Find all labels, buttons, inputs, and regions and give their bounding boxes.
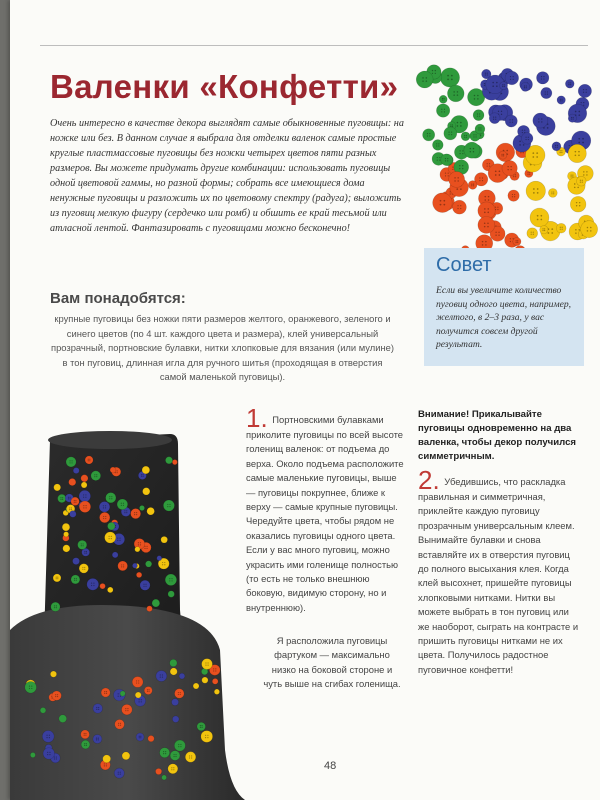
warning-note: Внимание! Прикалывайте пуговицы одновременно на два валенка, чтобы декор получился симметричным. — [418, 409, 577, 462]
top-rule — [40, 45, 588, 46]
button-shape — [552, 142, 561, 151]
button-shape — [107, 522, 115, 530]
book-page — [10, 0, 600, 800]
button-shape — [527, 228, 538, 239]
button-shape — [66, 457, 76, 467]
step-2 — [418, 465, 580, 677]
button-shape — [449, 171, 465, 187]
button-shape — [165, 574, 177, 586]
button-shape — [440, 68, 459, 87]
button-shape — [40, 707, 46, 713]
button-shape — [69, 478, 76, 485]
button-shape — [568, 114, 576, 122]
page-number: 48 — [324, 760, 337, 772]
button-shape — [500, 82, 508, 90]
button-shape — [530, 208, 549, 227]
button-shape — [581, 221, 598, 238]
button-shape — [212, 678, 218, 684]
button-shape — [144, 686, 152, 694]
button-shape — [54, 484, 61, 491]
button-shape — [165, 457, 172, 464]
button-shape — [140, 580, 150, 590]
boot-front — [10, 605, 245, 800]
button-shape — [53, 574, 61, 582]
button-shape — [78, 540, 87, 549]
button-shape — [423, 129, 435, 141]
button-shape — [416, 71, 433, 88]
button-shape — [91, 471, 101, 481]
button-shape — [25, 681, 37, 693]
button-shape — [540, 226, 548, 234]
button-shape — [156, 671, 167, 682]
button-shape — [160, 748, 170, 758]
button-shape — [132, 677, 143, 688]
button-shape — [135, 692, 141, 698]
button-shape — [447, 85, 464, 102]
button-shape — [179, 673, 185, 679]
button-shape — [118, 561, 128, 571]
button-shape — [122, 704, 133, 715]
button-shape — [143, 488, 150, 495]
button-shape — [170, 751, 180, 761]
button-shape — [63, 545, 70, 552]
button-shape — [147, 606, 153, 612]
step-2-text: Убедившись, что раскладка правильная и симметричная, приклейте каждую пуговицу прозрачным универсальным клеем. Вынимайте булавки и снова вставляйте их в отверстия пуговиц до полного высыхания клея. Когда клей высохнет, пришейте пуговицы хлопковыми нитками. Нитки вы можете выбрать в тон пуговиц или же наоборот, сыграть на контрасте и пришить пуговицы нитками не их цвета. Получилось радостное пуговичное конфетти! — [418, 476, 579, 675]
button-shape — [201, 731, 213, 743]
button-shape — [101, 688, 110, 697]
tip-title: Совет — [436, 254, 492, 276]
button-shape — [202, 677, 208, 683]
button-shape — [142, 466, 150, 474]
button-shape — [157, 556, 162, 561]
button-shape — [136, 572, 142, 578]
tip-box — [424, 248, 584, 366]
button-shape — [172, 699, 179, 706]
intro-paragraph: Очень интересно в качестве декора выглядят самые обыкновенные пуговицы: на ножке или без. В данном случае я выбрала для отделки валенок самые простые круглые пластмассовые пуговицы без ножки четырех цветов пяти разных размеров. Вы можете придумать другие комбинации: использовать пуговицы одной цветовой гаммы, но разной формы; собрать все имеющиеся дома ненужные пуговицы и разложить их по цветовому спектру (радуга); выложить из пуговиц мелкую фигуру (сердечко или ромб) и обшить ее край тесьмой или атласной лентой. Фантазировать с пуговицами можно бесконечно! — [50, 118, 404, 234]
button-shape — [436, 104, 449, 117]
button-shape — [452, 200, 466, 214]
button-shape — [136, 733, 144, 741]
button-shape — [152, 599, 160, 607]
button-shape — [105, 532, 116, 543]
button-shape — [117, 499, 128, 510]
button-shape — [43, 748, 54, 759]
button-shape — [99, 512, 110, 523]
button-shape — [163, 500, 174, 511]
button-shape — [120, 691, 125, 696]
button-shape — [478, 216, 495, 233]
button-shape — [59, 715, 67, 723]
button-shape — [131, 509, 141, 519]
button-shape — [475, 124, 485, 134]
button-shape — [161, 536, 168, 543]
button-shape — [570, 196, 586, 212]
button-shape — [172, 460, 177, 465]
button-shape — [578, 84, 591, 97]
button-shape — [42, 731, 54, 743]
button-shape — [114, 768, 124, 778]
button-shape — [170, 668, 177, 675]
button-shape — [541, 87, 552, 98]
button-shape — [62, 523, 70, 531]
button-shape — [170, 659, 177, 666]
buttons-cluster — [416, 65, 597, 264]
button-shape — [110, 467, 116, 473]
button-shape — [576, 176, 586, 186]
button-shape — [135, 547, 140, 552]
button-shape — [505, 115, 517, 127]
button-shape — [79, 501, 90, 512]
button-shape — [444, 127, 457, 140]
button-shape — [464, 142, 480, 158]
buttons-photo — [410, 58, 600, 268]
button-shape — [568, 144, 586, 162]
button-shape — [556, 223, 566, 233]
button-shape — [139, 505, 144, 510]
button-shape — [565, 79, 574, 88]
button-shape — [107, 587, 113, 593]
materials-heading: Вам понадобятся: — [50, 290, 186, 307]
button-shape — [162, 775, 167, 780]
button-shape — [93, 734, 102, 743]
button-shape — [197, 722, 206, 731]
page-title: Валенки «Конфетти» — [50, 68, 399, 105]
button-shape — [99, 502, 110, 513]
button-shape — [168, 591, 175, 598]
button-shape — [52, 691, 61, 700]
button-shape — [172, 716, 179, 723]
step-1-text: Портновскими булавками приколите пуговицы по всей высоте голенищ валенок: от подъема до верха. Около подъема расположите самые маленькие пуговицы, выше — пуговицы покрупнее, ближе к верху — самые крупные пуговицы. Чередуйте цвета, чтобы рядом не оказались пуговицы одного цвета. Если у вас много пуговиц, можно украсить ими голенище полностью (то есть не только внешнюю боковую, видимую сторону, но и внутреннюю). — [246, 414, 404, 613]
button-shape — [557, 96, 565, 104]
materials-text: крупные пуговицы без ножки пяти размеров желтого, оранжевого, зеленого и синего цветов (по 4 шт. каждого цвета и размера), клей универсальный прозрачный, портновские булавки, нитки хлопковые для вязания (или мулине) в тон пуговиц, длинная игла для ручного шитья (проходящая в отверстия самой маленькой пуговицы). — [51, 313, 394, 382]
button-shape — [81, 740, 90, 749]
step-1-extra: Я расположила пуговицы фартуком — максимально низко на боковой стороне и чуть выше на сгибах голенища. — [263, 635, 401, 690]
step-1-number: 1. — [246, 403, 268, 433]
button-shape — [499, 151, 507, 159]
button-shape — [468, 181, 477, 190]
button-shape — [473, 110, 484, 121]
button-shape — [521, 82, 530, 91]
button-shape — [58, 494, 66, 502]
button-shape — [548, 188, 557, 197]
button-shape — [81, 730, 90, 739]
button-shape — [432, 140, 443, 151]
step-1 — [246, 403, 404, 615]
tip-text: Если вы увеличите количество пуговиц одного цвета, например, желтого, в 2–3 раза, у вас получится совсем другой результат. — [436, 285, 572, 350]
button-shape — [73, 468, 79, 474]
button-shape — [521, 133, 533, 145]
button-shape — [87, 578, 99, 590]
button-shape — [93, 704, 103, 714]
button-shape — [30, 752, 35, 757]
boots-photo — [10, 420, 245, 800]
button-shape — [502, 161, 517, 176]
button-shape — [145, 561, 151, 567]
button-shape — [174, 689, 184, 699]
button-shape — [193, 683, 199, 689]
button-shape — [433, 193, 453, 213]
button-shape — [202, 659, 213, 670]
button-shape — [132, 563, 137, 568]
button-shape — [71, 575, 80, 584]
button-shape — [526, 181, 545, 200]
button-shape — [174, 740, 185, 751]
button-shape — [122, 752, 130, 760]
button-shape — [81, 482, 87, 488]
button-shape — [64, 532, 69, 537]
button-shape — [50, 671, 56, 677]
button-shape — [513, 237, 521, 245]
button-shape — [441, 154, 453, 166]
button-shape — [461, 132, 470, 141]
button-shape — [71, 497, 79, 505]
button-shape — [69, 511, 76, 518]
button-shape — [185, 752, 196, 763]
button-shape — [79, 564, 88, 573]
button-shape — [73, 558, 80, 565]
button-shape — [106, 492, 116, 502]
button-shape — [155, 768, 161, 774]
button-shape — [51, 602, 60, 611]
button-shape — [533, 113, 548, 128]
button-shape — [81, 475, 88, 482]
button-shape — [100, 583, 106, 589]
button-shape — [115, 719, 125, 729]
button-shape — [489, 113, 500, 124]
button-shape — [112, 552, 118, 558]
button-shape — [148, 735, 154, 741]
button-shape — [168, 764, 178, 774]
button-shape — [508, 190, 519, 201]
button-shape — [439, 95, 447, 103]
button-shape — [536, 72, 548, 84]
button-shape — [214, 689, 219, 694]
button-shape — [85, 456, 93, 464]
step-2-number: 2. — [418, 465, 440, 495]
button-shape — [79, 490, 91, 502]
button-shape — [505, 71, 519, 85]
button-shape — [103, 755, 111, 763]
button-shape — [147, 507, 155, 515]
